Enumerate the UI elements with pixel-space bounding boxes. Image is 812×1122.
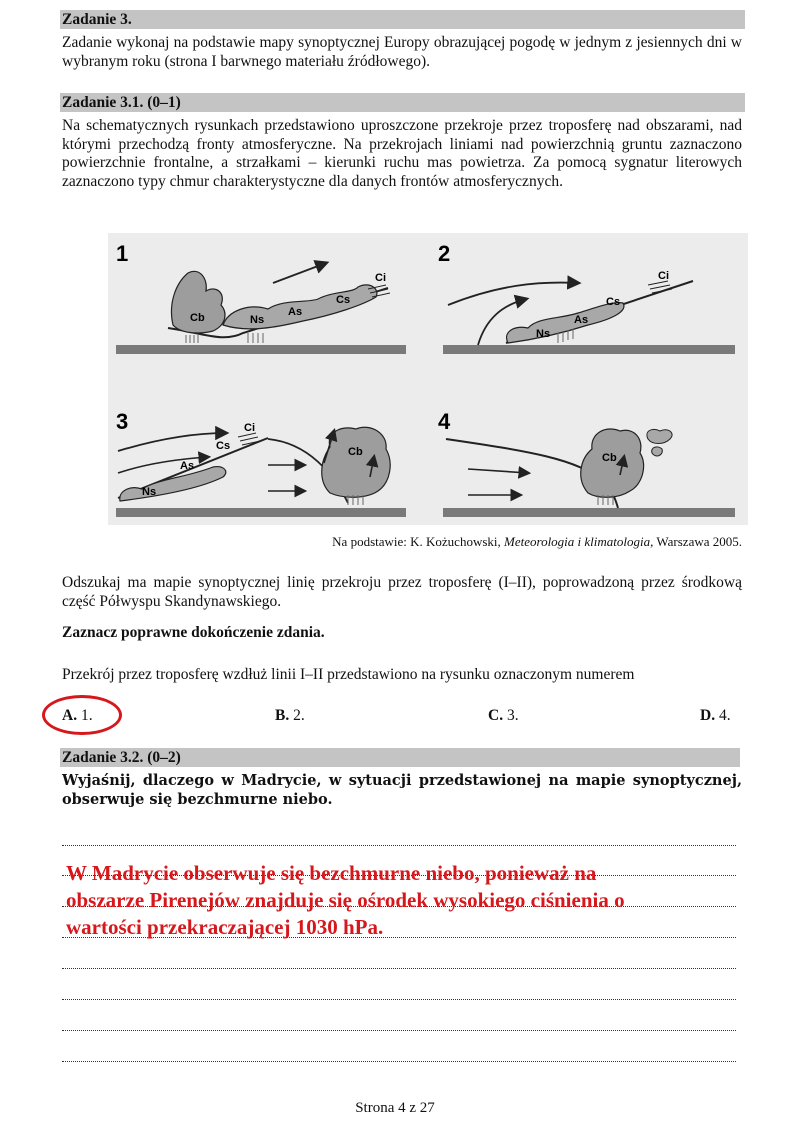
task32-heading: Zadanie 3.2. (0–2) (60, 748, 740, 767)
panel-2-label-cs: Cs (606, 296, 621, 308)
option-a-text: 1. (80, 707, 93, 724)
panel-1-number: 1 (116, 241, 129, 266)
option-a-letter: A. (62, 707, 78, 724)
page-number: Strona 4 z 27 (355, 1100, 435, 1116)
option-c[interactable] (488, 707, 519, 725)
answer-text-line-1: W Madrycie obserwuje się bezchmurne niebo, ponieważ na (66, 861, 597, 885)
answer-text-line-2: obszarze Pirenejów znajduje się ośrodek wysokiego ciśnienia o (66, 888, 625, 912)
answer-line-8[interactable] (62, 1061, 736, 1062)
option-b-text: 2. (293, 707, 305, 724)
task31-question: Przekrój przez troposferę wzdłuż linii I–II przedstawiono na rysunku oznaczonym numerem (62, 666, 635, 683)
answer-line-5[interactable] (62, 968, 736, 969)
task3-heading: Zadanie 3. (60, 10, 745, 29)
panel-2 (438, 241, 735, 354)
task31-description: Na schematycznych rysunkach przedstawiono uproszczone przekroje przez troposferę nad obszarami, nad którymi przechodzą fronty atmosferyczne. Na przekrojach liniami nad powierzchnią gruntu zaznaczono powierzchnie frontalne, a strzałkami – kierunki ruchu mas powietrza. Za pomocą sygnatur literowych zaznaczono typy chmur charakterystyczne dla danych frontów atmosferycznych. (62, 117, 742, 190)
answer-line-1[interactable] (62, 845, 736, 846)
answer-circle-mark (42, 695, 122, 735)
option-b-letter: B. (275, 707, 290, 724)
panel-1-label-ci: Ci (375, 272, 386, 284)
panel-1-label-cs: Cs (336, 294, 351, 306)
panel-3-label-cb: Cb (348, 446, 363, 458)
task31-heading: Zadanie 3.1. (0–1) (60, 93, 745, 112)
option-c-text: 3. (506, 707, 519, 724)
cloud-ns-as-3 (120, 467, 226, 501)
panel-1 (116, 241, 406, 354)
answer-text-line-3: wartości przekraczającej 1030 hPa. (66, 915, 384, 939)
panel-2-label-as: As (574, 314, 589, 326)
panel-1-label-as: As (288, 306, 303, 318)
option-d-letter: D. (700, 707, 716, 724)
option-b[interactable] (275, 707, 305, 725)
panel-3-label-ci: Ci (244, 422, 255, 434)
option-d-text: 4. (718, 707, 731, 724)
fronts-figure (108, 233, 748, 525)
handwritten-answer (66, 860, 742, 941)
panel-1-label-cb: Cb (190, 312, 205, 324)
cloud-ns-as-2 (507, 303, 624, 343)
panel-4 (438, 409, 735, 517)
task3-intro: Zadanie wykonaj na podstawie mapy synoptycznej Europy obrazującej pogodę w jednym z jesiennych dni w wybranym roku (strona I barwnego materiału źródłowego). (62, 34, 742, 70)
panel-3-label-ns: Ns (142, 486, 157, 498)
option-c-letter: C. (488, 707, 504, 724)
panel-3-label-cs: Cs (216, 440, 231, 452)
task32-question: Wyjaśnij, dlaczego w Madrycie, w sytuacji przedstawionej na mapie synoptycznej, obserwuje się bezchmurne niebo. (62, 772, 742, 808)
panel-3-label-as: As (180, 460, 195, 472)
source-suffix: , Warszawa 2005. (650, 534, 742, 549)
panel-3-number: 3 (116, 409, 129, 434)
option-d[interactable] (700, 707, 731, 725)
panel-4-label-cb: Cb (602, 452, 617, 464)
source-title: Meteorologia i klimatologia (504, 534, 651, 549)
panel-4-number: 4 (438, 409, 451, 434)
task31-instruction: Odszukaj ma mapie synoptycznej linię przekroju przez troposferę (I–II), poprowadzoną przez środkową część Półwyspu Skandynawskiego. (62, 574, 742, 610)
panel-2-label-ci: Ci (658, 270, 669, 282)
panel-1-label-ns: Ns (250, 314, 265, 326)
panel-2-number: 2 (438, 241, 451, 266)
answer-line-7[interactable] (62, 1030, 736, 1031)
panel-2-label-ns: Ns (536, 328, 551, 340)
source-prefix: Na podstawie: K. Kożuchowski, (332, 534, 505, 549)
task31-command: Zaznacz poprawne dokończenie zdania. (62, 624, 325, 641)
answer-line-6[interactable] (62, 999, 736, 1000)
panel-3 (116, 409, 406, 517)
figure-source (332, 534, 742, 550)
